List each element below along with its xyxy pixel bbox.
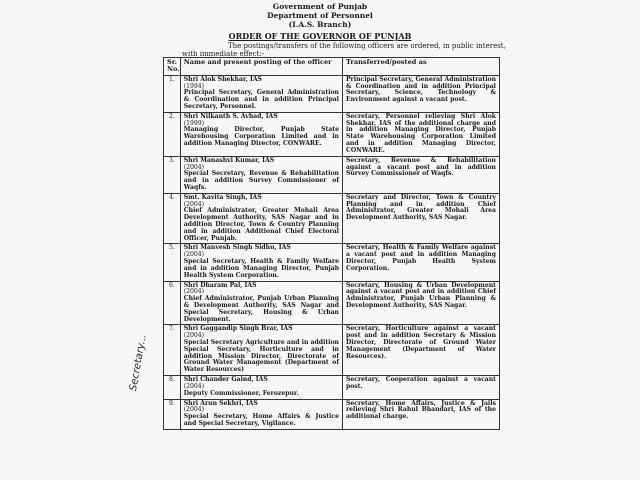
officer-name: Shri Arun Sekhri, IAS — [183, 399, 258, 407]
row-transferred-posted — [342, 193, 499, 244]
table-row — [164, 244, 500, 281]
row-officer — [180, 281, 342, 325]
row-officer — [180, 193, 342, 244]
officer-name: Shri Alok Shekhar, IAS — [183, 75, 262, 83]
officer-batch-year: (2004) — [183, 251, 204, 259]
officer-name: Shri Nilkanth S. Avhad, IAS — [183, 112, 278, 120]
new-posting: Secretary, Cooperation against a vacant post. — [345, 376, 496, 390]
table-row — [164, 112, 500, 156]
new-posting: Secretary, Personnel relieving Shri Alok Shekhar, IAS of the additional charge and in addition Managing Director, Punjab State Warehousing Corporation Limited and in addition Managing Director, CONWARE. — [345, 112, 496, 154]
officer-batch-year: (2004) — [183, 382, 204, 390]
present-posting: Managing Director, Punjab State Warehousing Corporation Limited and in addition Managing Director, CONWARE. — [183, 126, 339, 148]
row-sr-no: 6. — [164, 281, 181, 325]
table-row — [164, 325, 500, 376]
present-posting: Principal Secretary, General Administration & Coordination and in addition Principal Secretary, Personnel. — [183, 89, 339, 110]
table-header-row — [164, 58, 500, 76]
branch-heading: (I.A.S. Branch) — [288, 20, 352, 29]
present-posting: Special Secretary, Home Affairs & Justice and Special Secretary, Vigilance. — [183, 413, 339, 427]
row-sr-no: 8. — [164, 376, 181, 399]
officer-batch-year: (2004) — [183, 200, 204, 208]
table-row — [164, 376, 500, 399]
present-posting: Special Secretary Agriculture and in addition Special Secretary, Horticulture and in addition Mission Director, Directorate of Ground Water Management (Department of Water Resources) — [183, 339, 339, 374]
officer-name: Shri Manvesh Singh Sidhu, IAS — [183, 244, 291, 252]
new-posting: Secretary, Home Affairs, Justice & Jails relieving Shri Rahul Bhandari, IAS of the additional charge. — [345, 399, 496, 421]
intro-text-line2: with immediate effect:- — [182, 50, 265, 58]
officer-batch-year: (1999) — [183, 119, 204, 127]
row-officer — [180, 244, 342, 281]
new-posting: Principal Secretary, General Administration & Coordination and in addition Principal Secretary, Science, Technology & Environment against a vacant post. — [345, 75, 496, 104]
present-posting: Chief Administrator, Punjab Urban Planning & Development Authority, SAS Nagar and Special Secretary, Housing & Urban Development. — [183, 295, 339, 323]
row-sr-no: 4. — [164, 193, 181, 244]
table-row — [164, 193, 500, 244]
new-posting: Secretary, Horticulture against a vacant post and in addition Secretary & Mission Director, Directorate of Ground Water Management (Department of Water Resources). — [345, 325, 496, 360]
present-posting: Chief Administrator, Greater Mohali Area Development Authority, SAS Nagar and in addition Director, Town & Country Planning and in addition Additional Chief Electoral Officer, Punjab. — [183, 207, 339, 242]
officer-name: Shri Chander Gaind, IAS — [183, 376, 268, 384]
table-row — [164, 399, 500, 429]
row-transferred-posted — [342, 244, 499, 281]
row-transferred-posted — [342, 156, 499, 193]
table-row — [164, 156, 500, 193]
present-posting: Special Secretary, Revenue & Rehabilitation and in addition Survey Commissioner of Waqfs. — [183, 170, 339, 191]
row-transferred-posted — [342, 112, 499, 156]
officer-name: Shri Dharam Pal, IAS — [183, 281, 257, 289]
new-posting: Secretary, Health & Family Welfare against a vacant post and in addition Managing Director, Punjab Health System Corporation. — [345, 244, 496, 272]
new-posting: Secretary, Housing & Urban Development against a vacant post and in addition Chief Administrator, Punjab Urban Planning & Development Authority, SAS Nagar. — [345, 281, 496, 309]
present-posting: Special Secretary, Health & Family Welfare and in addition Managing Director, Punjab Health System Corporation. — [183, 258, 339, 279]
row-officer — [180, 156, 342, 193]
officer-batch-year: (2004) — [183, 288, 204, 296]
row-transferred-posted — [342, 399, 499, 429]
row-officer — [180, 112, 342, 156]
row-officer — [180, 399, 342, 429]
row-transferred-posted — [342, 75, 499, 112]
govt-heading: Government of Punjab — [272, 2, 368, 11]
row-sr-no: 3. — [164, 156, 181, 193]
row-transferred-posted — [342, 281, 499, 325]
row-sr-no: 2. — [164, 112, 181, 156]
intro-text-line1: The postings/transfers of the following officers are ordered, in public interest, — [228, 42, 506, 50]
row-sr-no: 9. — [164, 399, 181, 429]
row-officer — [180, 325, 342, 376]
officer-batch-year: (2004) — [183, 406, 204, 414]
officer-name: Shri Gaggandip Singh Brar, IAS — [183, 325, 293, 333]
row-transferred-posted — [342, 325, 499, 376]
new-posting: Secretary and Director, Town & Country Planning and in addition Chief Administrator, Greater Mohali Area Development Authority, SAS Nagar. — [345, 193, 496, 222]
officer-name: Shri Manashvi Kumar, IAS — [183, 156, 275, 164]
officer-batch-year: (2004) — [183, 332, 204, 340]
handwritten-margin-note: Secretary... — [128, 333, 149, 392]
row-transferred-posted — [342, 376, 499, 399]
present-posting: Deputy Commissioner, Ferozepur. — [183, 389, 299, 397]
header-sr-no: Sr. No. — [164, 58, 181, 76]
new-posting: Secretary, Revenue & Rehabilitation against a vacant post and in addition Survey Commissioner of Waqfs. — [345, 156, 496, 178]
officer-batch-year: (1994) — [183, 82, 204, 90]
header-posted: Transferred/posted as — [342, 58, 499, 76]
row-sr-no: 7. — [164, 325, 181, 376]
order-title: ORDER OF THE GOVERNOR OF PUNJAB — [228, 31, 412, 41]
postings-table — [163, 57, 500, 430]
row-officer — [180, 75, 342, 112]
officer-batch-year: (2004) — [183, 163, 204, 171]
header-name: Name and present posting of the officer — [180, 58, 342, 76]
row-officer — [180, 376, 342, 399]
officer-name: Smt. Kavita Singh, IAS — [183, 193, 262, 201]
row-sr-no: 1. — [164, 75, 181, 112]
table-row — [164, 75, 500, 112]
department-heading: Department of Personnel — [267, 11, 373, 20]
table-row — [164, 281, 500, 325]
row-sr-no: 5. — [164, 244, 181, 281]
